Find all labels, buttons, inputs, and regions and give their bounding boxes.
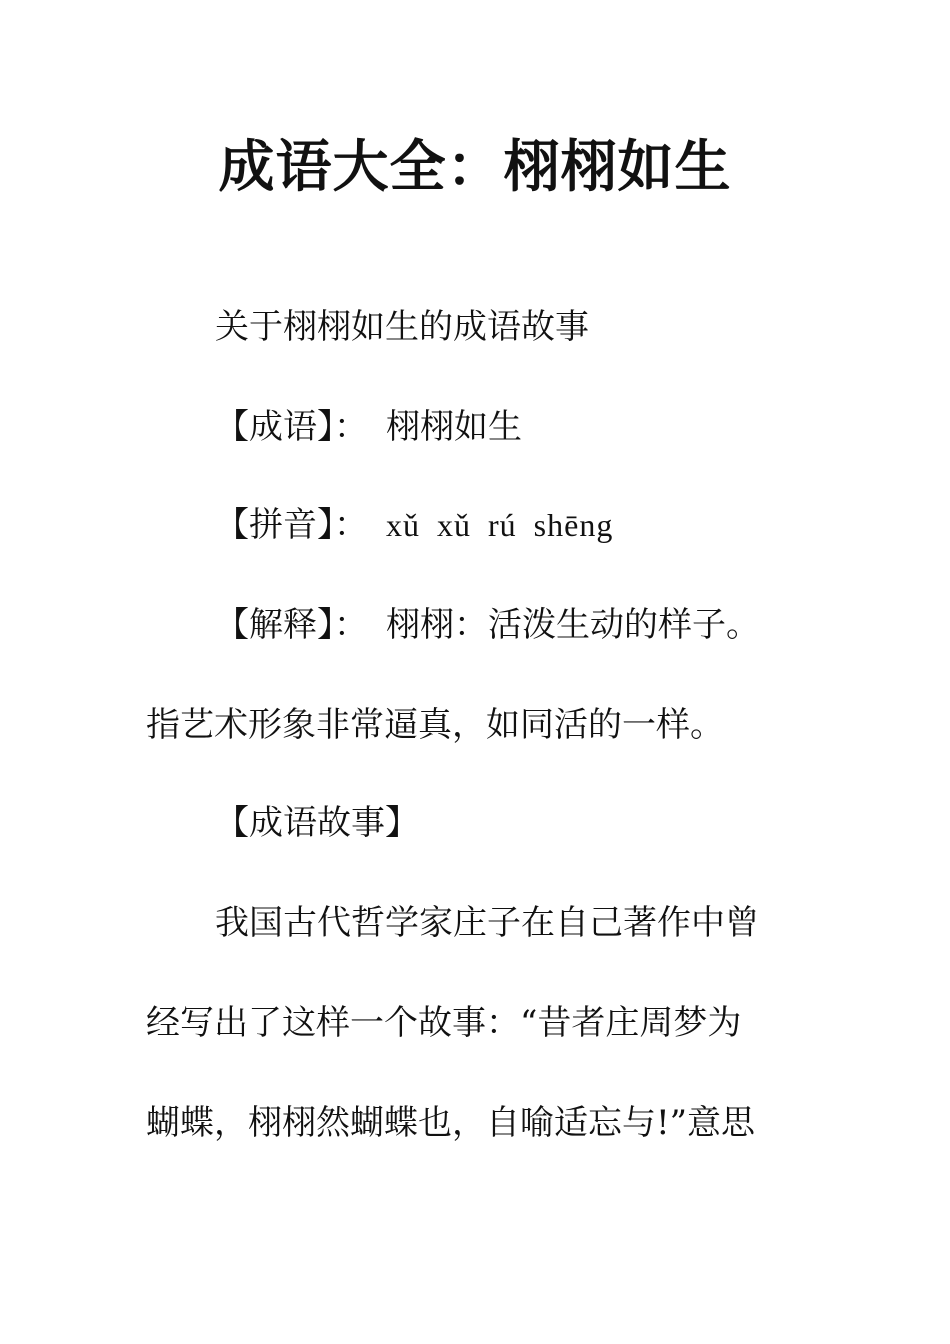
explanation-row xyxy=(215,600,760,650)
pinyin-value: xǔ xǔ rú shēng xyxy=(386,507,614,543)
pinyin-row xyxy=(215,500,613,550)
story-heading: 【成语故事】 xyxy=(215,803,419,843)
story-paragraph-line: 我国古代哲学家庄子在自己著作中曾 xyxy=(215,903,759,943)
intro-line: 关于栩栩如生的成语故事 xyxy=(215,307,589,347)
explanation-text-1: 栩栩：活泼生动的样子。 xyxy=(386,605,760,645)
idiom-value: 栩栩如生 xyxy=(386,407,522,447)
story-paragraph-line: 经写出了这样一个故事：“昔者庄周梦为 xyxy=(146,1003,742,1043)
document-title: 成语大全：栩栩如生 xyxy=(218,135,732,200)
pinyin-label: 【拼音】： xyxy=(215,505,368,545)
story-paragraph-line: 蝴蝶，栩栩然蝴蝶也，自喻适忘与!”意思 xyxy=(146,1103,756,1143)
explanation-text-2: 指艺术形象非常逼真，如同活的一样。 xyxy=(146,705,724,745)
explanation-label: 【解释】： xyxy=(215,605,368,645)
idiom-row xyxy=(215,402,522,452)
idiom-label: 【成语】： xyxy=(215,407,368,447)
